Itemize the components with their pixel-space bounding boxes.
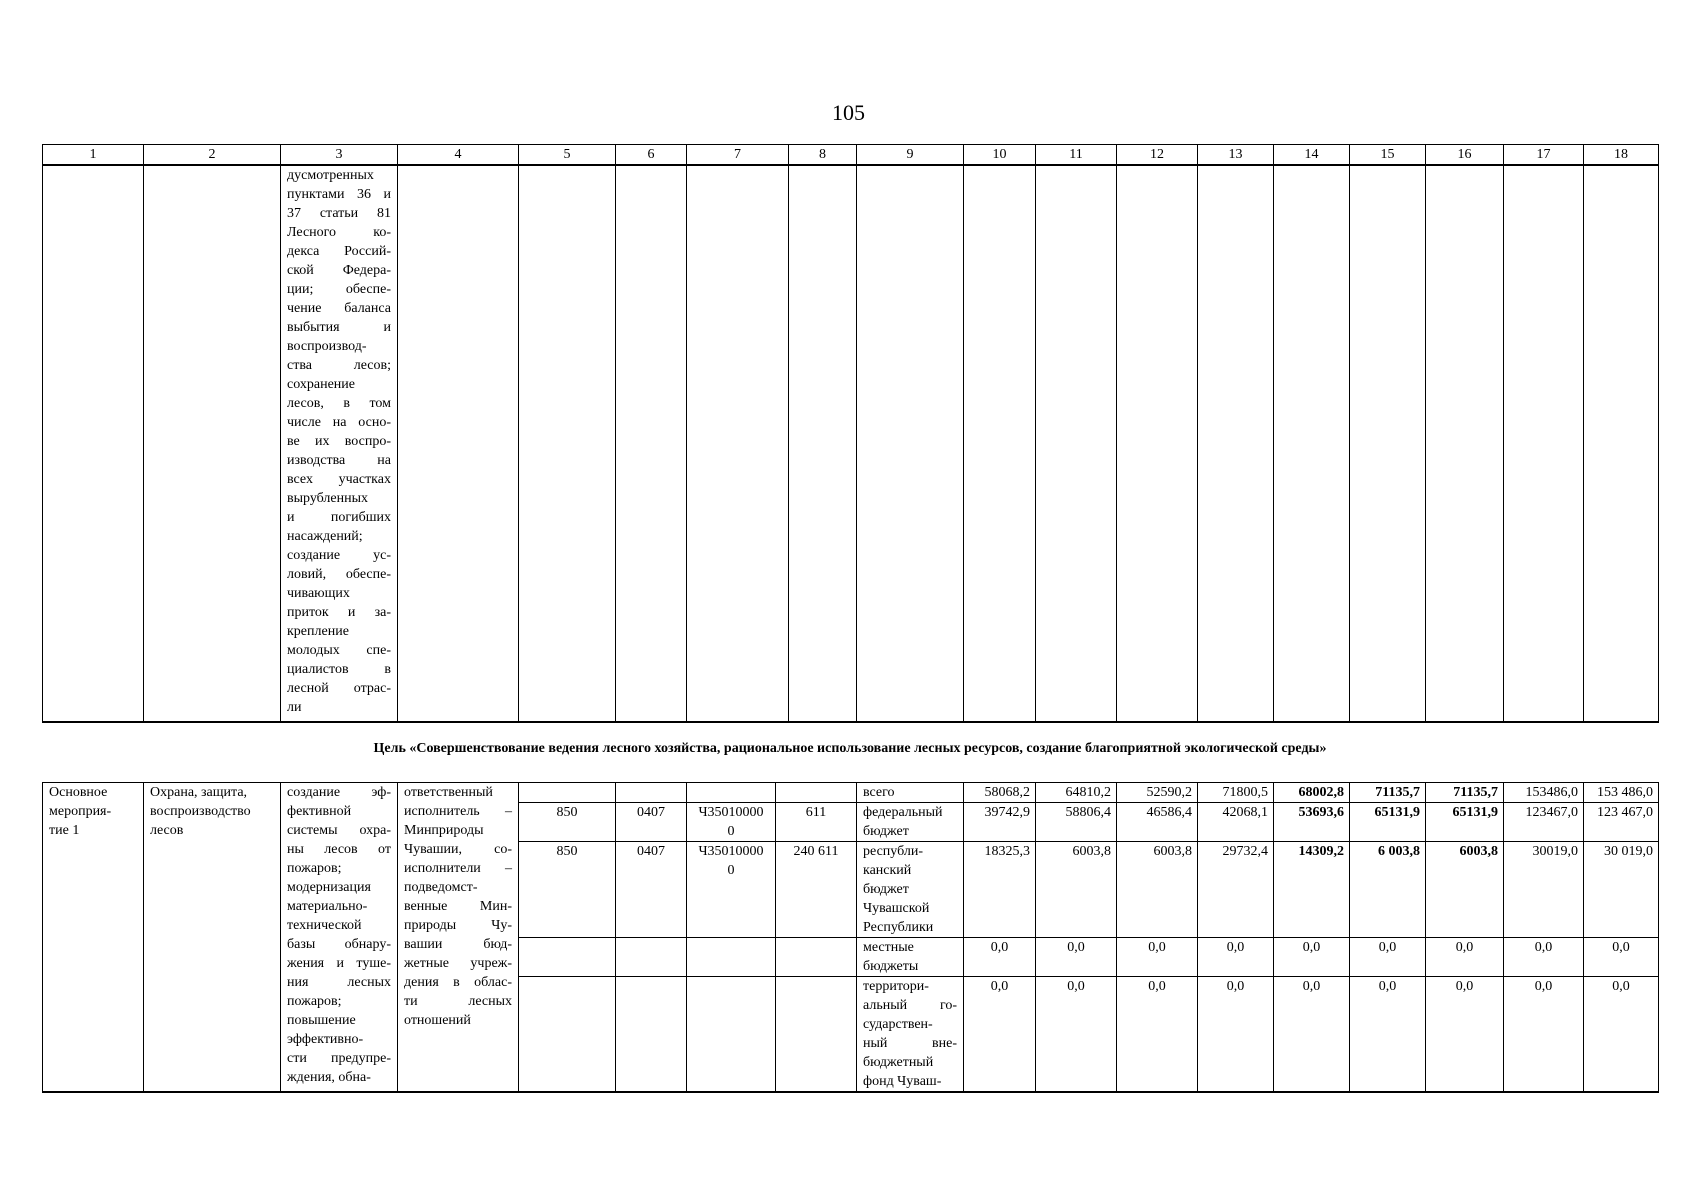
text-line: местные (863, 940, 914, 955)
funding-source-cell (857, 977, 964, 1093)
value-cell-year-12: 6003,8 (1117, 842, 1198, 938)
event-name-cell (144, 783, 281, 1093)
target-article-cell (687, 783, 776, 803)
text-line: Лесного ко- (287, 225, 391, 240)
value-cell-year-14: 0,0 (1274, 977, 1350, 1093)
text-line: пунктами 36 и (287, 187, 391, 202)
value-cell-year-15: 6 003,8 (1350, 842, 1426, 938)
text-line: 0 (727, 824, 735, 839)
funding-source-cell (857, 842, 964, 938)
text-line: Чувашской (863, 901, 930, 916)
value-cell-year-11: 6003,8 (1036, 842, 1117, 938)
cell-col12 (1117, 165, 1198, 722)
value-cell-year-11: 0,0 (1036, 977, 1117, 1093)
cell-col2 (144, 165, 281, 722)
column-header-16: 16 (1426, 145, 1504, 166)
text-line: сударствен- (863, 1017, 933, 1032)
column-header-2: 2 (144, 145, 281, 166)
funding-source-cell (857, 783, 964, 803)
cell-col17 (1504, 165, 1584, 722)
funding-source-cell (857, 938, 964, 977)
expense-type-cell (776, 938, 857, 977)
value-cell-year-10: 0,0 (964, 938, 1036, 977)
expense-type-cell: 240 611 (776, 842, 857, 938)
target-article-cell (687, 977, 776, 1093)
text-line: жетные учреж- (404, 956, 512, 971)
text-line: воспроизвод- (287, 339, 367, 354)
text-line: бюджеты (863, 959, 919, 974)
text-line: вырубленных (287, 491, 369, 506)
text-line: сохранение (287, 377, 355, 392)
text-line: 37 статьи 81 (287, 206, 391, 221)
text-line: изводства на (287, 453, 391, 468)
text-line: мероприя- (49, 804, 112, 819)
main-event-table (42, 782, 1659, 1093)
value-cell-year-15: 0,0 (1350, 977, 1426, 1093)
value-cell-year-11: 0,0 (1036, 938, 1117, 977)
column-header-5: 5 (519, 145, 616, 166)
text-line: повышение (287, 1013, 356, 1028)
value-cell-year-18: 153 486,0 (1584, 783, 1659, 803)
text-line: ния лесных (287, 975, 391, 990)
value-cell-year-10: 58068,2 (964, 783, 1036, 803)
text-line: системы охра- (287, 823, 391, 838)
text-line: материально- (287, 899, 368, 914)
text-line: ный вне- (863, 1036, 957, 1051)
column-header-13: 13 (1198, 145, 1274, 166)
continuation-row (43, 165, 1659, 722)
cell-col11 (1036, 165, 1117, 722)
funding-row (43, 783, 1659, 803)
text-line: Основное (49, 785, 108, 800)
executor-cell (398, 783, 519, 1093)
section-code-cell (616, 938, 687, 977)
value-cell-year-11: 64810,2 (1036, 783, 1117, 803)
text-line: ждения, обна- (287, 1070, 371, 1085)
text-line: бюджет (863, 824, 909, 839)
text-line: насаждений; (287, 529, 363, 544)
text-line: ловий, обеспе- (287, 567, 391, 582)
text-line: тие 1 (49, 823, 80, 838)
text-line: декса Россий- (287, 244, 391, 259)
text-line: Чувашии, со- (404, 842, 512, 857)
text-line: ли (287, 700, 302, 715)
text-line: республи- (863, 844, 923, 859)
text-line: лесов, в том (287, 396, 391, 411)
target-article-cell (687, 938, 776, 977)
cell-col6 (616, 165, 687, 722)
text-line: территори- (863, 979, 929, 994)
text-line: подведомст- (404, 880, 478, 895)
text-line: ны лесов от (287, 842, 391, 857)
value-cell-year-18: 0,0 (1584, 938, 1659, 977)
text-line: Охрана, защита, (150, 785, 248, 800)
text-line: природы Чу- (404, 918, 512, 933)
value-cell-year-18: 0,0 (1584, 977, 1659, 1093)
section-code-cell: 0407 (616, 842, 687, 938)
column-header-11: 11 (1036, 145, 1117, 166)
value-cell-year-10: 0,0 (964, 977, 1036, 1093)
column-header-17: 17 (1504, 145, 1584, 166)
cell-col16 (1426, 165, 1504, 722)
text-line: воспроизводство (150, 804, 251, 819)
text-line: фонд Чуваш- (863, 1074, 942, 1089)
value-cell-year-17: 0,0 (1504, 977, 1584, 1093)
text-line: ской Федера- (287, 263, 391, 278)
text-line: Ч35010000 (698, 844, 764, 859)
text-line: и погибших (287, 510, 391, 525)
value-cell-year-16: 6003,8 (1426, 842, 1504, 938)
text-line: эффективно- (287, 1032, 364, 1047)
value-cell-year-16: 0,0 (1426, 938, 1504, 977)
column-header-7: 7 (687, 145, 789, 166)
value-cell-year-14: 53693,6 (1274, 803, 1350, 842)
text-line: создание эф- (287, 785, 391, 800)
text-line: ции; обеспе- (287, 282, 391, 297)
value-cell-year-15: 0,0 (1350, 938, 1426, 977)
cell-col8 (789, 165, 857, 722)
text-line: канский (863, 863, 912, 878)
value-cell-year-17: 0,0 (1504, 938, 1584, 977)
text-line: сти предупре- (287, 1051, 391, 1066)
value-cell-year-13: 42068,1 (1198, 803, 1274, 842)
text-line: создание ус- (287, 548, 391, 563)
gr-code-cell (519, 938, 616, 977)
text-line: отношений (404, 1013, 471, 1028)
cell-col9 (857, 165, 964, 722)
text-line: исполнитель – (404, 804, 512, 819)
text-line: всего (863, 785, 895, 800)
cell-col18 (1584, 165, 1659, 722)
value-cell-year-12: 52590,2 (1117, 783, 1198, 803)
value-cell-year-17: 30019,0 (1504, 842, 1584, 938)
text-line: ти лесных (404, 994, 512, 1009)
value-cell-year-16: 0,0 (1426, 977, 1504, 1093)
value-cell-year-15: 65131,9 (1350, 803, 1426, 842)
text-line: базы обнару- (287, 937, 391, 952)
section-code-cell (616, 783, 687, 803)
column-number-row (43, 145, 1659, 166)
text-line: всех участках (287, 472, 391, 487)
text-line: приток и за- (287, 605, 391, 620)
cell-col5 (519, 165, 616, 722)
text-line: бюджетный (863, 1055, 934, 1070)
gr-code-cell (519, 783, 616, 803)
column-header-9: 9 (857, 145, 964, 166)
text-line: венные Мин- (404, 899, 512, 914)
goal-title: Цель «Совершенствование ведения лесного хозяйства, рациональное использование лесных ресурсов, создание благоприятной экологической среды» (373, 741, 1327, 756)
value-cell-year-10: 18325,3 (964, 842, 1036, 938)
text-line: исполнители – (404, 861, 512, 876)
continuation-table (42, 144, 1659, 723)
column-header-10: 10 (964, 145, 1036, 166)
text-line: чивающих (287, 586, 350, 601)
target-article-cell (687, 803, 776, 842)
value-cell-year-13: 29732,4 (1198, 842, 1274, 938)
column-header-18: 18 (1584, 145, 1659, 166)
text-line: альный го- (863, 998, 957, 1013)
text-line: вашии бюд- (404, 937, 512, 952)
text-line: фективной (287, 804, 352, 819)
column-header-14: 14 (1274, 145, 1350, 166)
column-header-8: 8 (789, 145, 857, 166)
value-cell-year-18: 123 467,0 (1584, 803, 1659, 842)
event-number-cell (43, 783, 144, 1093)
text-line: 0 (727, 863, 735, 878)
section-code-cell: 0407 (616, 803, 687, 842)
text-line: чение баланса (287, 301, 391, 316)
value-cell-year-12: 0,0 (1117, 977, 1198, 1093)
text-line: числе на осно- (287, 415, 391, 430)
value-cell-year-13: 0,0 (1198, 977, 1274, 1093)
continuation-text-cell (281, 165, 398, 722)
value-cell-year-17: 123467,0 (1504, 803, 1584, 842)
gr-code-cell: 850 (519, 803, 616, 842)
value-cell-year-10: 39742,9 (964, 803, 1036, 842)
value-cell-year-12: 0,0 (1117, 938, 1198, 977)
text-line: Минприроды (404, 823, 484, 838)
text-line: пожаров; (287, 861, 342, 876)
value-cell-year-14: 0,0 (1274, 938, 1350, 977)
text-line: крепление (287, 624, 349, 639)
funding-source-cell (857, 803, 964, 842)
value-cell-year-16: 65131,9 (1426, 803, 1504, 842)
cell-col1 (43, 165, 144, 722)
cell-col4 (398, 165, 519, 722)
expense-type-cell (776, 977, 857, 1093)
text-line: федеральный (863, 805, 943, 820)
column-header-6: 6 (616, 145, 687, 166)
column-header-1: 1 (43, 145, 144, 166)
text-line: дусмотренных (287, 168, 374, 183)
column-header-3: 3 (281, 145, 398, 166)
column-header-4: 4 (398, 145, 519, 166)
cell-col13 (1198, 165, 1274, 722)
text-line: пожаров; (287, 994, 342, 1009)
value-cell-year-14: 14309,2 (1274, 842, 1350, 938)
text-line: Республики (863, 920, 934, 935)
text-line: дения в облас- (404, 975, 512, 990)
expense-type-cell (776, 783, 857, 803)
text-line: циалистов в (287, 662, 391, 677)
value-cell-year-17: 153486,0 (1504, 783, 1584, 803)
text-line: лесов (150, 823, 184, 838)
text-line: технической (287, 918, 362, 933)
text-line: ответственный (404, 785, 493, 800)
text-line: ве их воспро- (287, 434, 391, 449)
cell-col10 (964, 165, 1036, 722)
expense-type-cell: 611 (776, 803, 857, 842)
value-cell-year-12: 46586,4 (1117, 803, 1198, 842)
gr-code-cell: 850 (519, 842, 616, 938)
text-line: модернизация (287, 880, 371, 895)
text-line: бюджет (863, 882, 909, 897)
event-description-cell (281, 783, 398, 1093)
text-line: Ч35010000 (698, 805, 764, 820)
target-article-cell (687, 842, 776, 938)
value-cell-year-16: 71135,7 (1426, 783, 1504, 803)
value-cell-year-13: 0,0 (1198, 938, 1274, 977)
text-line: лесной отрас- (287, 681, 391, 696)
cell-col15 (1350, 165, 1426, 722)
column-header-15: 15 (1350, 145, 1426, 166)
text-line: выбытия и (287, 320, 391, 335)
value-cell-year-11: 58806,4 (1036, 803, 1117, 842)
section-code-cell (616, 977, 687, 1093)
value-cell-year-15: 71135,7 (1350, 783, 1426, 803)
text-line: ства лесов; (287, 358, 391, 373)
column-header-12: 12 (1117, 145, 1198, 166)
page-number: 105 (832, 100, 865, 125)
cell-col14 (1274, 165, 1350, 722)
text-line: молодых спе- (287, 643, 391, 658)
cell-col7 (687, 165, 789, 722)
gr-code-cell (519, 977, 616, 1093)
value-cell-year-18: 30 019,0 (1584, 842, 1659, 938)
value-cell-year-14: 68002,8 (1274, 783, 1350, 803)
value-cell-year-13: 71800,5 (1198, 783, 1274, 803)
text-line: жения и туше- (287, 956, 391, 971)
